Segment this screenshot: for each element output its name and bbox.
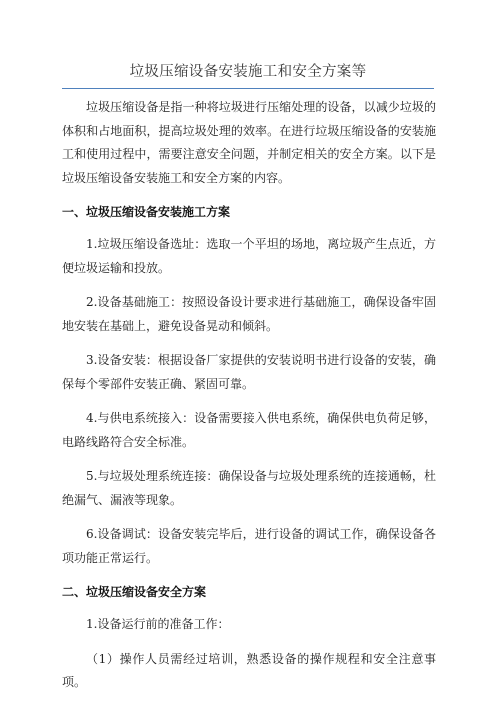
list-item: 3.设备安装：根据设备厂家提供的安装说明书进行设备的安装，确保每个零部件安装正确、紧固可靠。 [62, 353, 436, 391]
document-title: 垃圾压缩设备安装施工和安全方案等 [129, 64, 367, 80]
document-body [62, 96, 436, 706]
safety-list [62, 613, 436, 695]
installation-list [62, 233, 436, 570]
list-item: 2.设备基础施工：按照设备设计要求进行基础施工，确保设备牢固地安装在基础上，避免设备晃动和倾斜。 [62, 295, 436, 333]
list-item: 6.设备调试：设备安装完毕后，进行设备的调试工作，确保设备各项功能正常运行。 [62, 527, 436, 565]
section-heading-installation: 一、垃圾压缩设备安装施工方案 [62, 205, 231, 219]
list-item: 5.与垃圾处理系统连接：确保设备与垃圾处理系统的连接通畅，杜绝漏气、漏液等现象。 [62, 469, 436, 507]
section-heading-safety: 二、垃圾压缩设备安全方案 [62, 585, 207, 599]
list-item: 1.设备运行前的准备工作： [86, 617, 230, 631]
title-block [62, 62, 434, 89]
intro-paragraph: 垃圾压缩设备是指一种将垃圾进行压缩处理的设备，以减少垃圾的体积和占地面积，提高垃圾处理的效率。在进行垃圾压缩设备的安装施工和使用过程中，需要注意安全问题，并制定相关的安全方案。以下是垃圾压缩设备安装施工和安全方案的内容。 [62, 100, 436, 185]
list-item: 4.与供电系统接入：设备需要接入供电系统，确保供电负荷足够，电路线路符合安全标准。 [62, 411, 436, 449]
list-item: （1）操作人员需经过培训，熟悉设备的操作规程和安全注意事项。 [62, 651, 436, 689]
title-underline [62, 88, 434, 89]
list-item: 1.垃圾压缩设备选址：选取一个平坦的场地，离垃圾产生点近，方便垃圾运输和投放。 [62, 237, 436, 275]
